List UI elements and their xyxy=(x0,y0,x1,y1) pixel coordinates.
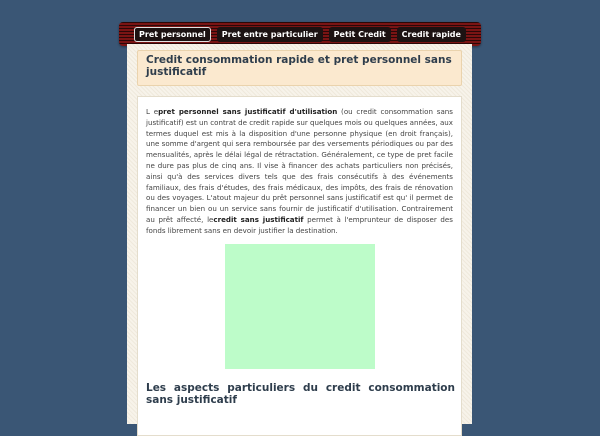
intro-text: (ou credit consommation sans justificatif) est un contrat de credit rapide sur quelques mois ou quelques années, aux termes duquel est mis à la disposition d'une personne physique (en droit français), une somme d'argent qui sera remboursée par des versements périodiques ou par des mensualités, après le délai légal de rétractation. Généralement, ce type de pret facile ne dure pas plus de cinq ans. Il vise à financer des achats particuliers non précisés, ainsi qu'à des services divers tels que des frais consécutifs à des événements familiaux, des frais d'études, des frais médicaux, des impôts, des frais de rénovation ou des voyages. L'atout majeur du prêt personnel sans justificatif est qu' il permet de financer un bien ou un service sans fournir de justificatif d'utilisation. Contrairement au prêt affecté, le xyxy=(146,107,453,224)
article-content xyxy=(137,96,462,436)
nav-item-credit-rapide[interactable]: Credit rapide xyxy=(397,27,466,42)
intro-keyword-2: credit sans justificatif xyxy=(213,214,304,224)
section-heading: Les aspects particuliers du credit consommation sans justificatif xyxy=(146,382,455,406)
nav-item-pret-entre-particulier[interactable]: Pret entre particulier xyxy=(217,27,323,42)
intro-prefix: L e xyxy=(146,107,159,116)
title-box xyxy=(137,50,462,86)
top-navigation-bar xyxy=(119,22,481,46)
page-title: Credit consommation rapide et pret personnel sans justificatif xyxy=(146,54,452,78)
nav-item-petit-credit[interactable]: Petit Credit xyxy=(329,27,391,42)
ad-placeholder[interactable] xyxy=(225,244,375,369)
intro-text-2: permet à l'emprunteur de disposer des fonds librement sans en devoir justifier la destination. xyxy=(146,214,453,235)
intro-keyword: pret personnel sans justificatif d'utilisation xyxy=(158,107,338,116)
page-container xyxy=(127,44,472,424)
nav-item-pret-personnel[interactable]: Pret personnel xyxy=(134,27,211,42)
intro-paragraph xyxy=(146,107,453,237)
